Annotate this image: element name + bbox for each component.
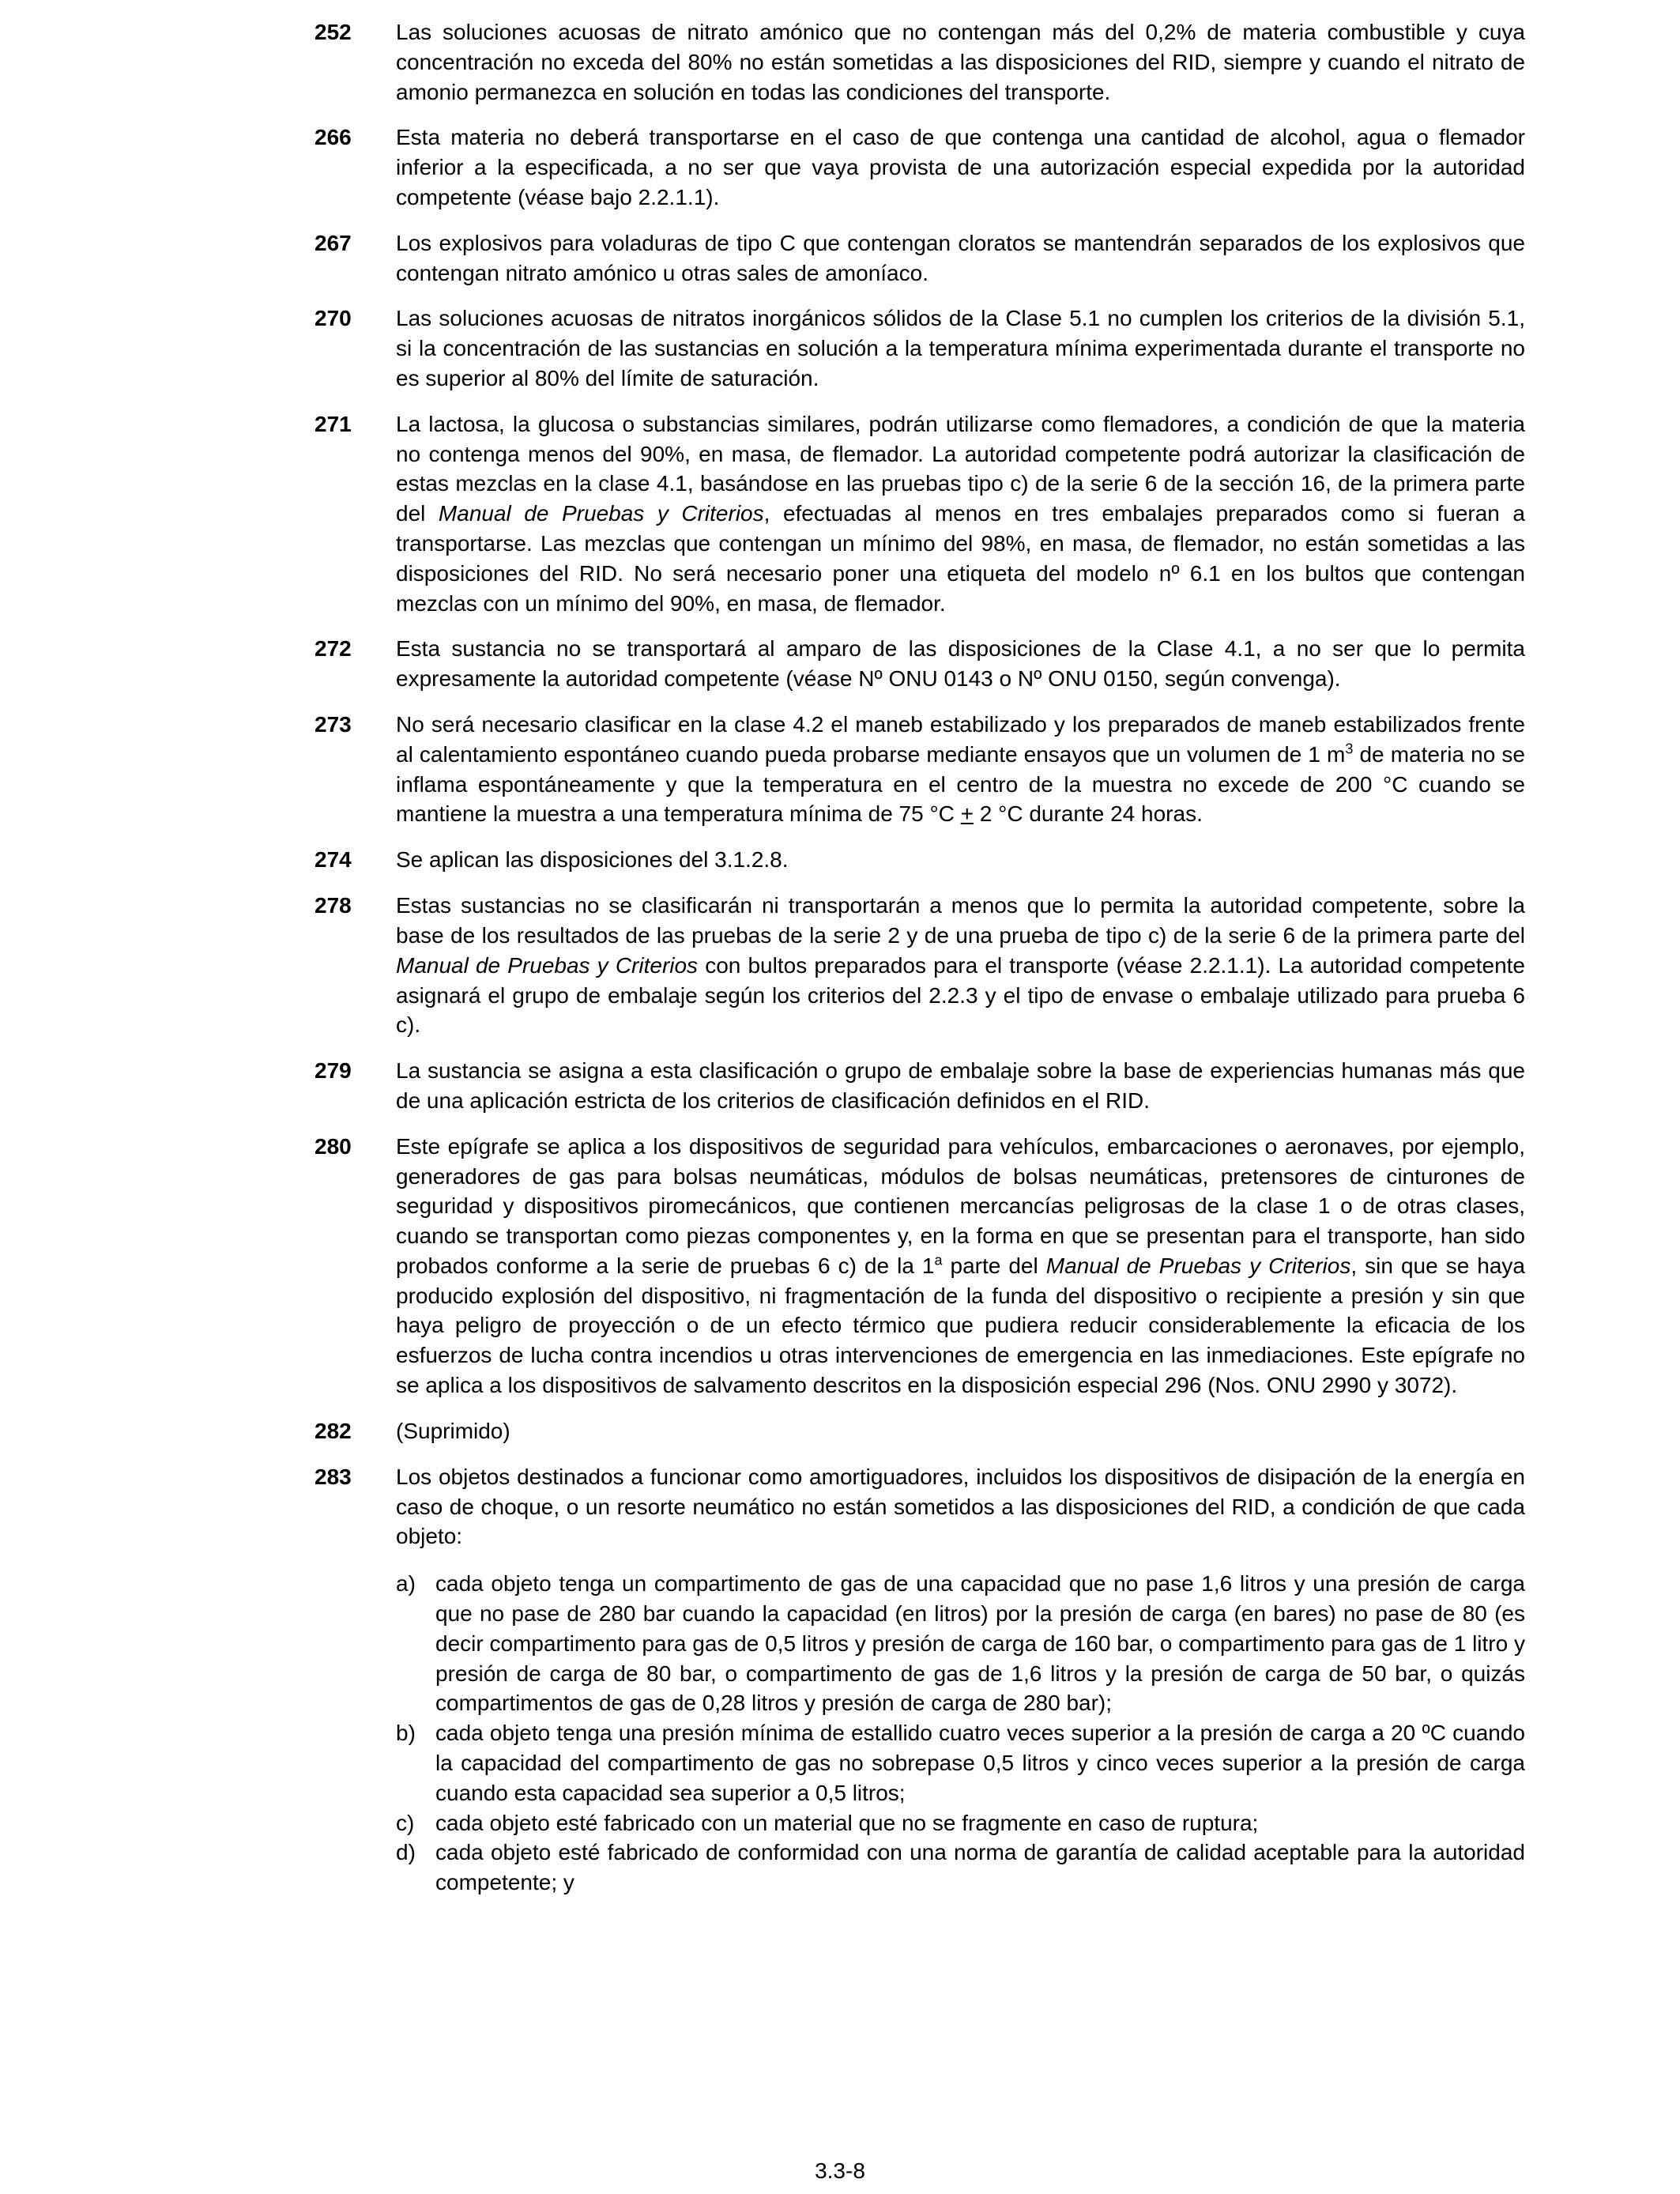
provision-252: [315, 17, 1525, 107]
text-segment: parte del: [942, 1253, 1046, 1278]
provision-text: Se aplican las disposiciones del 3.1.2.8.: [396, 847, 789, 873]
provision-number: 274: [315, 847, 352, 873]
provision-text: (Suprimido): [396, 1418, 510, 1443]
manual-title: Manual de Pruebas y Criterios: [396, 952, 699, 978]
text-segment: con bultos preparados para el transporte (véase 2.2.1.1). La autoridad competente asignará el grupo de embalaje según los criterios del 2.2.3 y el tipo de envase o embalaje utilizado para prueba 6 c).: [396, 952, 1525, 1038]
provision-number: 273: [315, 711, 352, 737]
manual-title: Manual de Pruebas y Criterios: [438, 501, 764, 526]
list-item: [396, 1569, 1525, 1718]
text-segment: de materia no se inflama espontáneamente y que la temperatura en el centro de la muestra no excede de 200 °C cuando se mantiene la muestra a una temperatura mínima de 75 °C: [396, 741, 1525, 827]
text-segment: Este epígrafe se aplica a los dispositivos de seguridad para vehículos, embarcaciones o aeronaves, por ejemplo, generadores de gas para bolsas neumáticas, módulos de bolsas neumáticas, pretensores de cinturones de seguridad y dispositivos piromecánicos, que contienen mercancías peligrosas de la clase 1 o de otras clases, cuando se transportan como piezas componentes y, en la forma en que se presentan para el transporte, han sido probados conforme a la serie de pruebas 6 c) de la 1: [396, 1133, 1525, 1278]
provision-271: [315, 409, 1525, 619]
provision-text: Esta sustancia no se transportará al amparo de las disposiciones de la Clase 4.1, a no ser que lo permita expresamente la autoridad competente (véase Nº ONU 0143 o Nº ONU 0150, según convenga).: [396, 636, 1525, 692]
provision-267: [315, 228, 1525, 288]
superscript: a: [934, 1252, 943, 1269]
manual-title: Manual de Pruebas y Criterios: [1045, 1253, 1351, 1278]
text-segment: , sin que se haya producido explosión del dispositivo, ni fragmentación de la funda del dispositivo o recipiente a presión y sin que haya peligro de proyección o de un efecto térmico que pudiera reducir considerablemente la eficacia de los esfuerzos de lucha contra incendios u otras intervenciones de emergencia en las inmediaciones. Este epígrafe no se aplica a los dispositivos de salvamento descritos en la disposición especial 296 (Nos. ONU 2990 y 3072).: [396, 1253, 1525, 1398]
text-segment: La lactosa, la glucosa o substancias similares, podrán utilizarse como flemadores, a condición de que la materia no contenga menos del 90%, en masa, de flemador. La autoridad competente podrá autorizar la clasificación de estas mezclas en la clase 4.1, basándose en las pruebas tipo c) de la serie 6 de la sección 16, de la primera parte del: [396, 411, 1525, 526]
list-item-text: cada objeto esté fabricado con un material que no se fragmente en caso de ruptura;: [435, 1810, 1259, 1835]
list-item: [396, 1718, 1525, 1808]
list-item-label: b): [396, 1721, 416, 1746]
provision-number: 267: [315, 230, 352, 255]
provision-number: 252: [315, 20, 352, 44]
provision-text: [396, 891, 1525, 1040]
provision-266: [315, 123, 1525, 212]
provision-text: [396, 1462, 1525, 1898]
provision-text: Esta materia no deberá transportarse en el caso de que contenga una cantidad de alcohol, agua o flemador inferior a la especificada, a no ser que vaya provista de una autorización especial expedida por la autoridad competente (véase bajo 2.2.1.1).: [396, 125, 1525, 209]
provision-270: [315, 303, 1525, 393]
provision-283: [315, 1462, 1525, 1898]
provision-273: [315, 710, 1525, 829]
provision-number: 271: [315, 411, 352, 436]
provision-number: 279: [315, 1058, 352, 1084]
provision-number: 283: [315, 1464, 352, 1489]
provision-text: [396, 409, 1525, 619]
provision-text: Las soluciones acuosas de nitrato amónico que no contengan más del 0,2% de materia combustible y cuya concentración no exceda del 80% no están sometidas a las disposiciones del RID, siempre y cuando el nitrato de amonio permanezca en solución en todas las condiciones del transporte.: [396, 20, 1525, 104]
provision-text: La sustancia se asigna a esta clasificación o grupo de embalaje sobre la base de experiencias humanas más que de una aplicación estricta de los criterios de clasificación definidos en el RID.: [396, 1058, 1525, 1113]
list-item-label: c): [396, 1810, 415, 1835]
list-item: [396, 1838, 1525, 1898]
provision-text: Las soluciones acuosas de nitratos inorgánicos sólidos de la Clase 5.1 no cumplen los criterios de la división 5.1, si la concentración de las sustancias en solución a la temperatura mínima experimentada durante el transporte no es superior al 80% del límite de saturación.: [396, 306, 1525, 390]
provision-number: 266: [315, 125, 352, 150]
provision-279: [315, 1056, 1525, 1116]
provision-280: [315, 1132, 1525, 1400]
provision-number: 278: [315, 893, 352, 918]
text-segment: No será necesario clasificar en la clase 4.2 el maneb estabilizado y los preparados de maneb estabilizados frente al calentamiento espontáneo cuando pueda probarse mediante ensayos que un volumen de 1 m: [396, 711, 1525, 767]
provision-272: [315, 634, 1525, 694]
plus-minus-sign: +: [960, 801, 974, 827]
provision-number: 270: [315, 306, 352, 331]
provision-intro: Los objetos destinados a funcionar como amortiguadores, incluidos los dispositivos de disipación de la energía en caso de choque, o un resorte neumático no están sometidos a las disposiciones del RID, a condición de que cada objeto:: [396, 1464, 1525, 1549]
text-segment: Estas sustancias no se clasificarán ni transportarán a menos que lo permita la autoridad competente, sobre la base de los resultados de las pruebas de la serie 2 y de una prueba de tipo c) de la serie 6 de la primera parte del: [396, 893, 1525, 948]
provision-text: [396, 1132, 1525, 1400]
special-provisions-list: [315, 17, 1525, 1913]
provision-number: 272: [315, 636, 352, 662]
provision-text: Los explosivos para voladuras de tipo C que contengan cloratos se mantendrán separados de los explosivos que contengan nitrato amónico u otras sales de amoníaco.: [396, 230, 1525, 285]
provision-274: [315, 845, 1525, 875]
provision-number: 280: [315, 1133, 352, 1159]
list-item-text: cada objeto esté fabricado de conformidad con una norma de garantía de calidad aceptable para la autoridad competente; y: [435, 1840, 1525, 1895]
superscript: 3: [1345, 741, 1354, 757]
provision-282: [315, 1416, 1525, 1446]
list-item-text: cada objeto tenga un compartimento de gas de una capacidad que no pase 1,6 litros y una presión de carga que no pase de 280 bar cuando la capacidad (en litros) por la presión de carga (en bares) no pase de 80 (es decir compartimento para gas de 0,5 litros y presión de carga de 160 bar, o compartimento para gas de 1 litro y presión de carga de 80 bar, o compartimento de gas de 1,6 litros y la presión de carga de 50 bar, o quizás compartimentos de gas de 0,28 litros y presión de carga de 280 bar);: [435, 1571, 1525, 1716]
text-segment: 2 °C durante 24 horas.: [974, 801, 1203, 827]
provision-number: 282: [315, 1418, 352, 1443]
text-segment: , efectuadas al menos en tres embalajes preparados como si fueran a transportarse. Las mezclas que contengan un mínimo del 98%, en masa, de flemador, no están sometidas a las disposiciones del RID. No será necesario poner una etiqueta del modelo nº 6.1 en los bultos que contengan mezclas con un mínimo del 90%, en masa, de flemador.: [396, 501, 1526, 616]
condition-list: [396, 1569, 1525, 1898]
list-item-label: a): [396, 1571, 416, 1596]
list-item: [396, 1808, 1525, 1838]
provision-278: [315, 891, 1525, 1040]
list-item-label: d): [396, 1840, 416, 1865]
provision-text: [396, 710, 1525, 829]
list-item-text: cada objeto tenga una presión mínima de estallido cuatro veces superior a la presión de carga a 20 ºC cuando la capacidad del compartimento de gas no sobrepase 0,5 litros y cinco veces superior a la presión de carga cuando esta capacidad sea superior a 0,5 litros;: [435, 1721, 1525, 1805]
page-number: 3.3-8: [815, 2158, 865, 2183]
